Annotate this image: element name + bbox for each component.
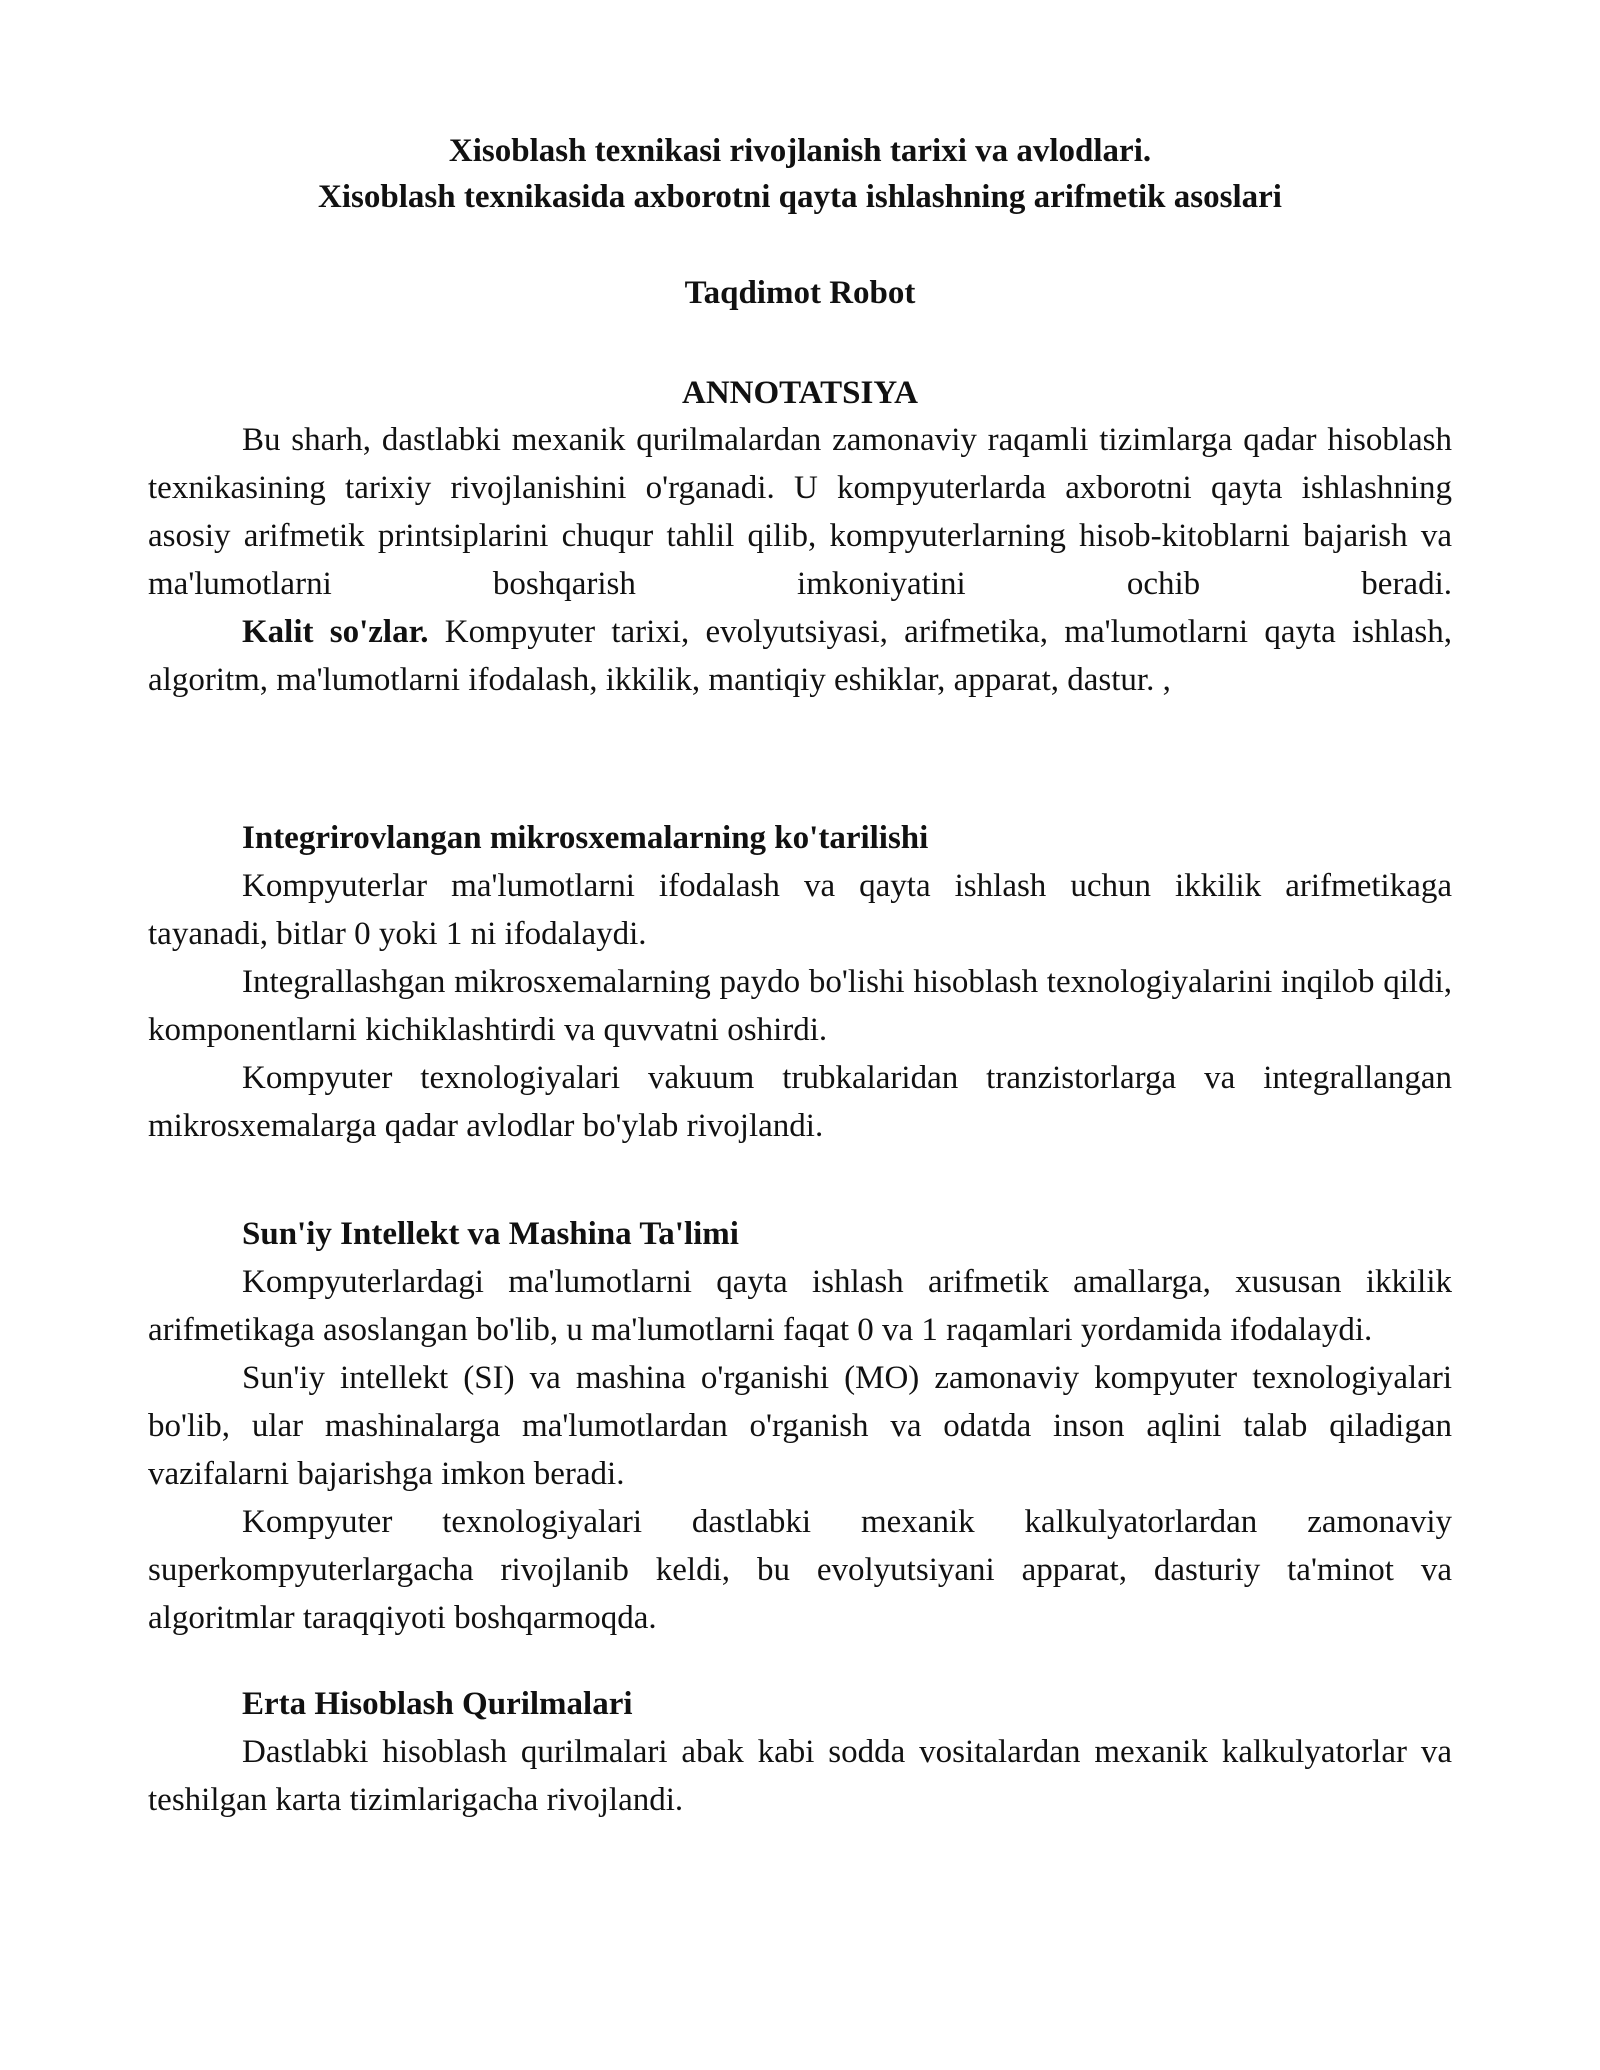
keywords-paragraph	[148, 608, 1452, 704]
section-heading-ai-ml: Sun'iy Intellekt va Mashina Ta'limi	[242, 1216, 739, 1252]
keywords-label: Kalit so'zlar.	[242, 614, 429, 650]
keywords-text: Kompyuter tarixi, evolyutsiyasi, arifmetika, ma'lumotlarni qayta ishlash, algoritm, ma'lumotlarni ifodalash, ikkilik, mantiqiy eshiklar, apparat, dastur. ,	[148, 614, 1452, 698]
section-3-paragraph-1: Dastlabki hisoblash qurilmalari abak kabi sodda vositalardan mexanik kalkulyatorlar va teshilgan karta tizimlarigacha rivojlandi.	[148, 1734, 1452, 1818]
section-1-paragraph-2: Integrallashgan mikrosxemalarning paydo bo'lishi hisoblash texnologiyalarini inqilob qildi, komponentlarni kichiklashtirdi va quvvatni oshirdi.	[148, 964, 1452, 1048]
document-title	[148, 128, 1452, 220]
document-page	[148, 128, 1452, 1824]
title-line-2: Xisoblash texnikasida axborotni qayta ishlashning arifmetik asoslari	[318, 179, 1282, 215]
title-line-1: Xisoblash texnikasi rivojlanish tarixi va avlodlari.	[448, 133, 1152, 169]
section-1-paragraph-3: Kompyuter texnologiyalari vakuum trubkalaridan tranzistorlarga va integrallangan mikrosxemalarga qadar avlodlar bo'ylab rivojlandi.	[148, 1060, 1452, 1144]
annotation-text: Bu sharh, dastlabki mexanik qurilmalardan zamonaviy raqamli tizimlarga qadar hisoblash texnikasining tarixiy rivojlanishini o'rganadi. U kompyuterlarda axborotni qayta ishlashning asosiy arifmetik printsiplarini chuqur tahlil qilib, kompyuterlarning hisob-kitoblarni bajarish va ma'lumotlarni boshqarish imkoniyatini ochib beradi.	[148, 422, 1452, 602]
section-heading-integrated-circuits: Integrirovlangan mikrosxemalarning ko'tarilishi	[242, 820, 929, 856]
section-2-paragraph-3: Kompyuter texnologiyalari dastlabki mexanik kalkulyatorlardan zamonaviy superkompyuterlargacha rivojlanib keldi, bu evolyutsiyani apparat, dasturiy ta'minot va algoritmlar taraqqiyoti boshqarmoqda.	[148, 1504, 1452, 1636]
section-2-paragraph-2: Sun'iy intellekt (SI) va mashina o'rganishi (MO) zamonaviy kompyuter texnologiyalari bo'lib, ular mashinalarga ma'lumotlardan o'rganish va odatda inson aqlini talab qiladigan vazifalarni bajarishga imkon beradi.	[148, 1360, 1452, 1492]
author-name: Taqdimot Robot	[684, 275, 916, 311]
section-1-paragraph-1: Kompyuterlar ma'lumotlarni ifodalash va qayta ishlash uchun ikkilik arifmetikaga tayanadi, bitlar 0 yoki 1 ni ifodalaydi.	[148, 868, 1452, 952]
section-heading-early-devices: Erta Hisoblash Qurilmalari	[242, 1686, 633, 1722]
annotation-heading: ANNOTATSIYA	[682, 375, 918, 411]
section-2-paragraph-1: Kompyuterlardagi ma'lumotlarni qayta ishlash arifmetik amallarga, xususan ikkilik arifmetikaga asoslangan bo'lib, u ma'lumotlarni faqat 0 va 1 raqamlari yordamida ifodalaydi.	[148, 1264, 1452, 1348]
